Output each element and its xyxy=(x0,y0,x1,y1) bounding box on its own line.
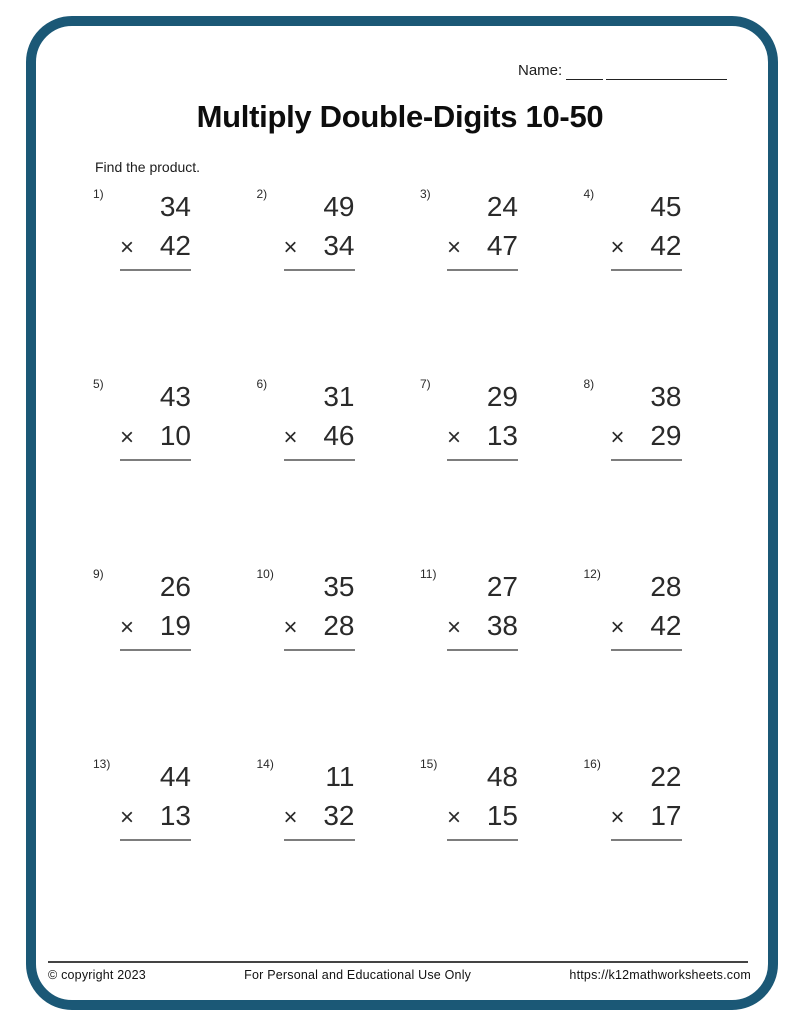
problem-3 xyxy=(420,188,584,378)
multiply-sign: × xyxy=(610,424,625,451)
multiplier: 28 xyxy=(323,610,355,641)
multiplicand: 22 xyxy=(650,761,682,792)
answer-line xyxy=(284,839,355,841)
multiply-sign: × xyxy=(283,804,298,831)
answer-line xyxy=(611,649,682,651)
problem-number: 11) xyxy=(420,567,437,581)
answer-line xyxy=(284,269,355,271)
multiplier: 13 xyxy=(486,420,518,451)
multiply-sign: × xyxy=(610,614,625,641)
name-field xyxy=(518,61,727,80)
problem-5 xyxy=(93,378,257,568)
problem-number: 13) xyxy=(93,757,111,771)
multiplicand: 28 xyxy=(650,571,682,602)
multiplier: 15 xyxy=(486,800,518,831)
multiply-sign: × xyxy=(447,424,462,451)
multiplier: 42 xyxy=(159,230,191,261)
usage-text: For Personal and Educational Use Only xyxy=(244,968,472,982)
problem-number: 10) xyxy=(256,567,274,581)
multiply-sign: × xyxy=(120,424,135,451)
answer-line xyxy=(447,269,518,271)
multiplicand: 45 xyxy=(650,191,682,222)
multiply-sign: × xyxy=(447,614,462,641)
problem-number: 16) xyxy=(583,757,601,771)
problem-7 xyxy=(420,378,584,568)
multiplier: 10 xyxy=(159,420,191,451)
answer-line xyxy=(611,459,682,461)
multiply-sign: × xyxy=(447,804,462,831)
worksheet-title: Multiply Double-Digits 10-50 xyxy=(196,99,604,134)
answer-line xyxy=(284,649,355,651)
multiplier: 34 xyxy=(323,230,355,261)
problem-number: 6) xyxy=(256,377,268,391)
problem-number: 8) xyxy=(583,377,595,391)
multiplier: 47 xyxy=(486,230,518,261)
multiplier: 42 xyxy=(650,230,682,261)
problems-grid xyxy=(93,188,747,948)
problem-11 xyxy=(420,568,584,758)
problem-15 xyxy=(420,758,584,948)
problem-number: 2) xyxy=(256,187,268,201)
multiplicand: 27 xyxy=(486,571,518,602)
multiplicand: 49 xyxy=(323,191,355,222)
answer-line xyxy=(284,459,355,461)
problem-1 xyxy=(93,188,257,378)
answer-line xyxy=(120,649,191,651)
problem-number: 7) xyxy=(420,377,431,391)
problem-4 xyxy=(584,188,748,378)
multiply-sign: × xyxy=(610,234,625,261)
multiplier: 19 xyxy=(159,610,191,641)
multiplier: 38 xyxy=(486,610,518,641)
footer-divider xyxy=(48,961,748,963)
multiply-sign: × xyxy=(610,804,625,831)
multiply-sign: × xyxy=(120,234,135,261)
problem-number: 15) xyxy=(420,757,438,771)
multiplier: 46 xyxy=(323,420,355,451)
answer-line xyxy=(120,839,191,841)
problem-9 xyxy=(93,568,257,758)
problem-14 xyxy=(257,758,421,948)
answer-line xyxy=(611,839,682,841)
answer-line xyxy=(120,269,191,271)
multiplicand: 44 xyxy=(159,761,191,792)
problem-6 xyxy=(257,378,421,568)
multiply-sign: × xyxy=(283,614,298,641)
answer-line xyxy=(611,269,682,271)
multiply-sign: × xyxy=(283,424,298,451)
answer-line xyxy=(447,839,518,841)
problem-16 xyxy=(584,758,748,948)
website-url: https://k12mathworksheets.com xyxy=(569,968,751,982)
problem-number: 4) xyxy=(583,187,595,201)
multiplicand: 38 xyxy=(650,381,682,412)
problem-number: 14) xyxy=(256,757,274,771)
multiplicand: 43 xyxy=(159,381,191,412)
multiplicand: 29 xyxy=(486,381,518,412)
multiplier: 13 xyxy=(159,800,191,831)
multiply-sign: × xyxy=(447,234,462,261)
multiplicand: 26 xyxy=(159,571,191,602)
name-fill-line xyxy=(566,63,603,80)
problem-8 xyxy=(584,378,748,568)
answer-line xyxy=(447,459,518,461)
multiplicand: 35 xyxy=(323,571,355,602)
instructions-text: Find the product. xyxy=(95,159,201,175)
problem-number: 5) xyxy=(93,377,104,391)
multiply-sign: × xyxy=(120,804,135,831)
problem-number: 1) xyxy=(93,187,104,201)
multiply-sign: × xyxy=(283,234,298,261)
multiplier: 17 xyxy=(650,800,682,831)
problem-2 xyxy=(257,188,421,378)
copyright-text: © copyright 2023 xyxy=(48,968,146,982)
problem-number: 12) xyxy=(583,567,601,581)
problem-number: 9) xyxy=(93,567,104,581)
multiplier: 42 xyxy=(650,610,682,641)
multiplicand: 34 xyxy=(159,191,191,222)
answer-line xyxy=(447,649,518,651)
problem-13 xyxy=(93,758,257,948)
multiplicand: 11 xyxy=(325,761,355,792)
problem-12 xyxy=(584,568,748,758)
multiplicand: 31 xyxy=(323,381,355,412)
footer xyxy=(48,968,751,982)
multiplicand: 24 xyxy=(486,191,518,222)
multiplicand: 48 xyxy=(486,761,518,792)
answer-line xyxy=(120,459,191,461)
problem-number: 3) xyxy=(420,187,431,201)
multiplier: 32 xyxy=(323,800,355,831)
name-label: Name: xyxy=(518,62,563,79)
multiply-sign: × xyxy=(120,614,135,641)
name-fill-line xyxy=(606,63,727,80)
problem-10 xyxy=(257,568,421,758)
multiplier: 29 xyxy=(650,420,682,451)
